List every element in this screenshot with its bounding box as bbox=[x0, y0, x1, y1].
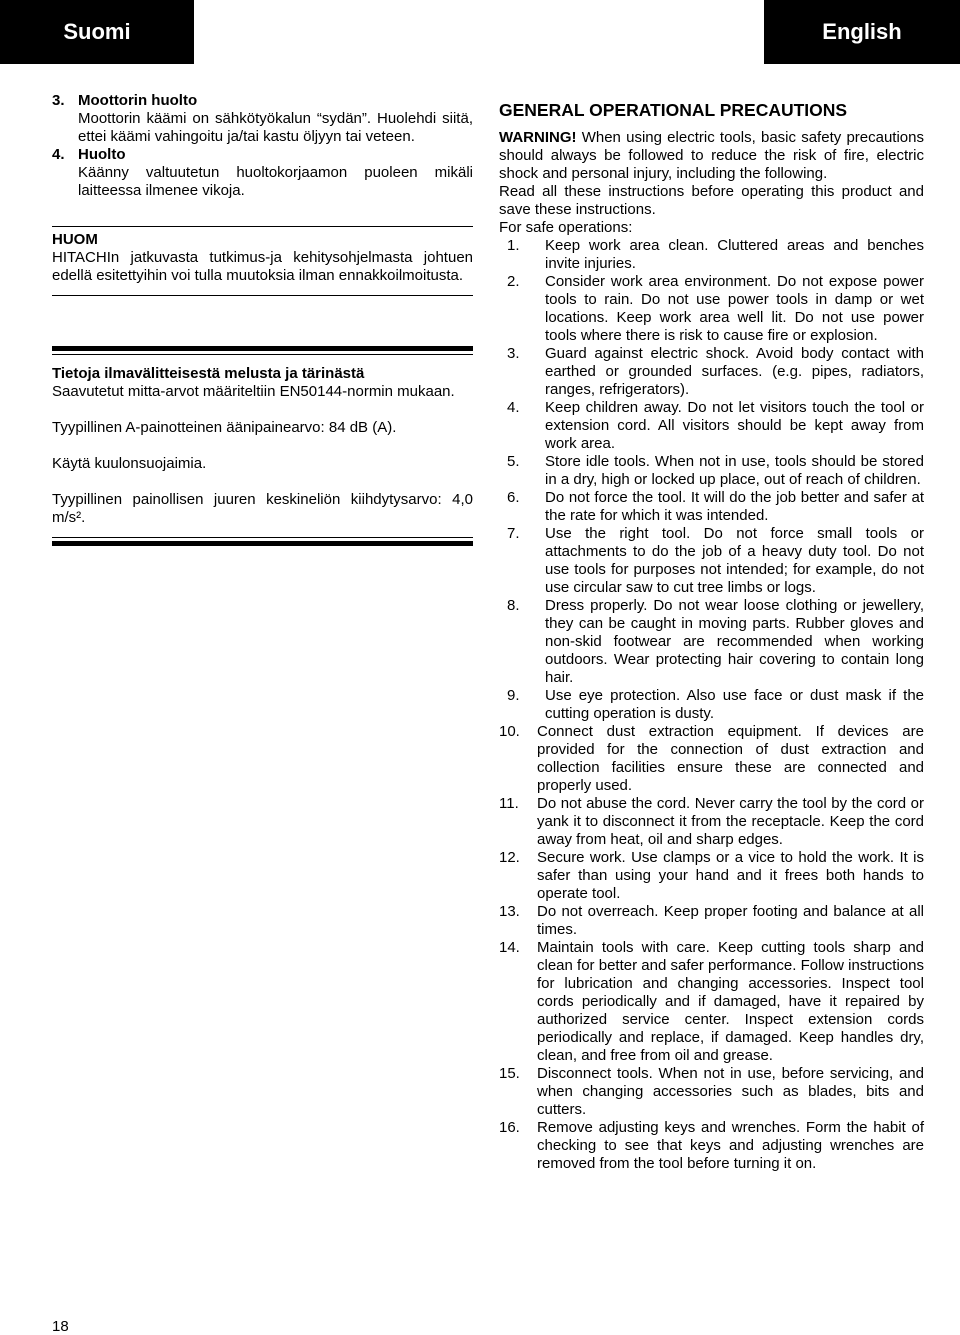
safety-rule-item bbox=[499, 453, 924, 489]
rule-text: Keep children away. Do not let visitors touch the tool or extension cord. All visitors should be kept away from work area. bbox=[545, 399, 924, 452]
language-tab-english bbox=[764, 0, 960, 64]
rule-text: Disconnect tools. When not in use, before servicing, and when changing accessories such as blades, bits and cutters. bbox=[537, 1065, 924, 1118]
safety-rule-item bbox=[499, 723, 924, 795]
item-title: Moottorin huolto bbox=[78, 92, 198, 109]
safety-rule-item bbox=[499, 939, 924, 1065]
rule-number: 10. bbox=[499, 723, 520, 740]
rule-text: Dress properly. Do not wear loose clothing or jewellery, they can be caught in moving parts. Rubber gloves and non-skid footwear are recommended when working outdoors. Wear protecting hair covering to contain long hair. bbox=[545, 597, 924, 686]
safety-rule-item bbox=[499, 489, 924, 525]
rule-number: 7. bbox=[507, 525, 520, 542]
rule-text: Maintain tools with care. Keep cutting tools sharp and clean for better and safer performance. Follow instructions for lubrication and changing accessories. Inspect tool cords periodically and if damaged, have it repaired by authorized service center. Inspect extension cords periodically and replace, if damaged. Keep handles dry, clean, and free from oil and grease. bbox=[537, 939, 924, 1064]
rule-number: 6. bbox=[507, 489, 520, 506]
safety-rule-item bbox=[499, 345, 924, 399]
rule-text: Remove adjusting keys and wrenches. Form the habit of checking to see that keys and adjusting wrenches are removed from the tool before turning it on. bbox=[537, 1119, 924, 1172]
rule-text: Do not abuse the cord. Never carry the tool by the cord or yank it to disconnect it from the receptacle. Keep the cord away from heat, oil and sharp edges. bbox=[537, 795, 924, 848]
rule-number: 3. bbox=[507, 345, 520, 362]
for-safe-operations: For safe operations: bbox=[499, 219, 633, 236]
safety-rule-item bbox=[499, 1119, 924, 1173]
item-body: Käänny valtuutetun huoltokorjaamon puoleen mikäli laitteessa ilmenee vikoja. bbox=[78, 164, 473, 199]
read-all-paragraph: Read all these instructions before operating this product and save these instructions. bbox=[499, 183, 924, 218]
noise-bottom-rule bbox=[52, 541, 473, 546]
finnish-column bbox=[52, 92, 473, 546]
rule-text: Keep work area clean. Cluttered areas and benches invite injuries. bbox=[545, 237, 924, 272]
rule-number: 9. bbox=[507, 687, 520, 704]
note-box bbox=[52, 227, 473, 295]
rule-number: 4. bbox=[507, 399, 520, 416]
rule-number: 8. bbox=[507, 597, 520, 614]
section-service bbox=[52, 146, 473, 200]
warning-label: WARNING! bbox=[499, 129, 577, 146]
noise-title: Tietoja ilmavälitteisestä melusta ja tärinästä bbox=[52, 365, 365, 382]
item-title: Huolto bbox=[78, 146, 126, 163]
safety-rules-list bbox=[499, 237, 924, 1173]
item-number: 4. bbox=[52, 146, 65, 163]
tab-label-english: English bbox=[822, 19, 902, 44]
rule-text: Do not overreach. Keep proper footing and balance at all times. bbox=[537, 903, 924, 938]
rule-text: Use eye protection. Also use face or dust mask if the cutting operation is dusty. bbox=[545, 687, 924, 722]
noise-section bbox=[52, 355, 473, 537]
safety-rule-item bbox=[499, 903, 924, 939]
rule-number: 14. bbox=[499, 939, 520, 956]
warning-paragraph bbox=[499, 129, 924, 183]
safety-rule-item bbox=[499, 273, 924, 345]
tab-label-finnish: Suomi bbox=[63, 19, 131, 44]
safety-rule-item bbox=[499, 687, 924, 723]
safety-rule-item bbox=[499, 795, 924, 849]
noise-paragraph-3: Käytä kuulonsuojaimia. bbox=[52, 455, 207, 472]
rule-text: Guard against electric shock. Avoid body contact with earthed or grounded surfaces. (e.g. pipes, radiators, ranges, refrigerators). bbox=[545, 345, 924, 398]
rule-text: Use the right tool. Do not force small tools or attachments to do the job of a heavy duty tool. Do not use tools for purposes not intended; for example, do not use circular saw to cut tree limbs or logs. bbox=[545, 525, 924, 596]
rule-text: Connect dust extraction equipment. If devices are provided for the connection of dust extraction and collection facilities ensure these are connected and properly used. bbox=[537, 723, 924, 794]
rule-number: 5. bbox=[507, 453, 520, 470]
rule-number: 1. bbox=[507, 237, 520, 254]
noise-paragraph-4: Tyypillinen painollisen juuren keskineliön kiihdytysarvo: 4,0 m/s². bbox=[52, 491, 473, 526]
rule-number: 11. bbox=[499, 795, 519, 812]
safety-rule-item bbox=[499, 525, 924, 597]
rule-text: Consider work area environment. Do not expose power tools to rain. Do not use power tools in damp or wet locations. Keep work area well lit. Do not use power tools where there is risk to cause fire or explosion. bbox=[545, 273, 924, 344]
noise-bottom-rule-thin bbox=[52, 537, 473, 538]
noise-paragraph-2: Tyypillinen A-painotteinen äänipainearvo: 84 dB (A). bbox=[52, 419, 397, 436]
rule-number: 12. bbox=[499, 849, 520, 866]
page-number: 18 bbox=[52, 1318, 69, 1335]
section-heading: GENERAL OPERATIONAL PRECAUTIONS bbox=[499, 100, 848, 120]
item-number: 3. bbox=[52, 92, 65, 109]
noise-top-rule bbox=[52, 346, 473, 351]
section-motor-maintenance bbox=[52, 92, 473, 146]
safety-rule-item bbox=[499, 399, 924, 453]
note-body: HITACHIn jatkuvasta tutkimus-ja kehitysohjelmasta johtuen edellä esitettyihin voi tulla muutoksia ilman ennakkoilmoitusta. bbox=[52, 249, 473, 284]
rule-number: 2. bbox=[507, 273, 520, 290]
rule-text: Secure work. Use clamps or a vice to hold the work. It is safer than using your hand and it frees both hands to operate tool. bbox=[537, 849, 924, 902]
rule-number: 16. bbox=[499, 1119, 520, 1136]
note-bottom-rule bbox=[52, 295, 473, 296]
rule-number: 13. bbox=[499, 903, 520, 920]
safety-rule-item bbox=[499, 849, 924, 903]
safety-rule-item bbox=[499, 597, 924, 687]
language-tab-finnish bbox=[0, 0, 194, 64]
note-title: HUOM bbox=[52, 231, 98, 248]
rule-number: 15. bbox=[499, 1065, 520, 1082]
english-column bbox=[499, 99, 924, 1173]
safety-rule-item bbox=[499, 1065, 924, 1119]
rule-text: Do not force the tool. It will do the job better and safer at the rate for which it was intended. bbox=[545, 489, 924, 524]
noise-paragraph-1: Saavutetut mitta-arvot määriteltiin EN50144-normin mukaan. bbox=[52, 383, 455, 400]
warning-text: When using electric tools, basic safety precautions should always be followed to reduce the risk of fire, electric shock and personal injury, including the following. bbox=[499, 129, 924, 182]
safety-rule-item bbox=[499, 237, 924, 273]
item-body: Moottorin käämi on sähkötyökalun “sydän”. Huolehdi siitä, ettei käämi vahingoitu ja/tai kastu öljyyn tai veteen. bbox=[78, 110, 473, 145]
rule-text: Store idle tools. When not in use, tools should be stored in a dry, high or locked up place, out of reach of children. bbox=[545, 453, 924, 488]
